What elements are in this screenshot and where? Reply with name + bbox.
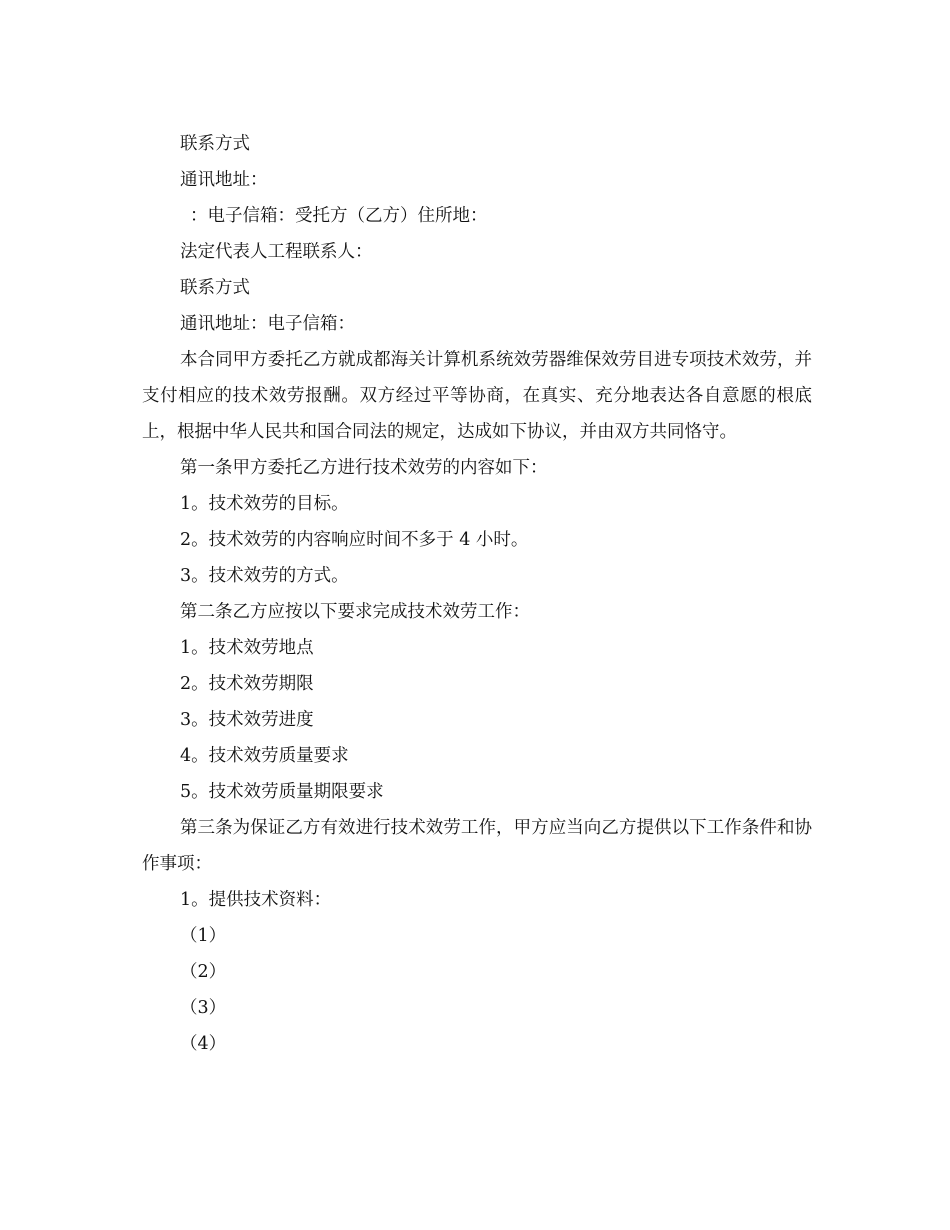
article-2-item-2: 2。技术效劳期限 (180, 674, 314, 694)
article-3-subitem-2: （2） (180, 962, 227, 982)
contact-method-line: 联系方式 (180, 134, 250, 154)
article-3-subitem-1: （1） (180, 926, 227, 946)
document-body (142, 126, 812, 1062)
mailing-address-line: 通讯地址： (180, 170, 268, 190)
article-3-subitem-3: （3） (180, 998, 227, 1018)
article-3-title: 第三条为保证乙方有效进行技术效劳工作，甲方应当向乙方提供以下工作条件和协作事项： (142, 818, 812, 874)
article-2-item-1: 1。技术效劳地点 (180, 638, 314, 658)
article-2-item-3: 3。技术效劳进度 (180, 710, 314, 730)
legal-representative-line: 法定代表人工程联系人： (180, 242, 373, 262)
article-1-title: 第一条甲方委托乙方进行技术效劳的内容如下： (180, 458, 548, 478)
article-1-item-1: 1。技术效劳的目标。 (180, 494, 349, 514)
article-2-item-5: 5。技术效劳质量期限要求 (180, 782, 384, 802)
article-2-item-4: 4。技术效劳质量要求 (180, 746, 349, 766)
intro-paragraph: 本合同甲方委托乙方就成都海关计算机系统效劳器维保效劳目进专项技术效劳，并支付相应的技术效劳报酬。双方经过平等协商，在真实、充分地表达各自意愿的根底上，根据中华人民共和国合同法的规定，达成如下协议，并由双方共同恪守。 (142, 350, 812, 442)
article-2-title: 第二条乙方应按以下要求完成技术效劳工作： (180, 602, 530, 622)
article-1-item-2: 2。技术效劳的内容响应时间不多于 4 小时。 (180, 530, 529, 550)
article-3-item-1: 1。提供技术资料： (180, 890, 332, 910)
contact-method-line-b: 联系方式 (180, 278, 250, 298)
email-and-party-b-address-line: ：电子信箱：受托方（乙方）住所地： (190, 206, 488, 226)
article-3-subitem-4: （4） (180, 1034, 227, 1054)
article-1-item-3: 3。技术效劳的方式。 (180, 566, 349, 586)
mailing-address-email-line: 通讯地址：电子信箱： (180, 314, 355, 334)
